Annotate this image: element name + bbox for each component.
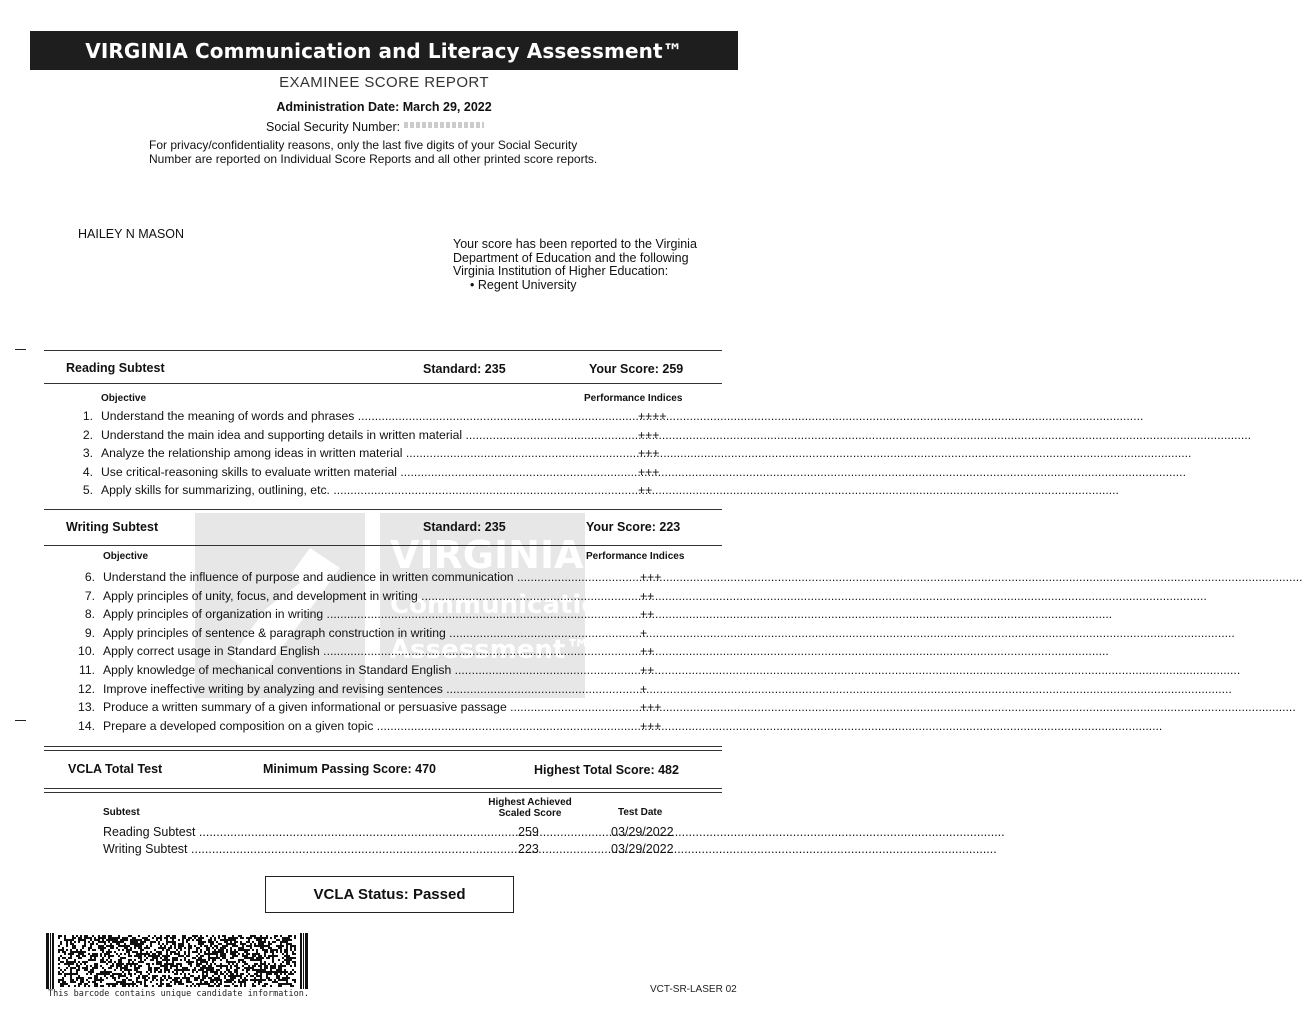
performance-index: +++ — [640, 570, 662, 584]
summary-scaled-score: 223 — [518, 842, 539, 856]
objective-text — [103, 569, 636, 585]
summary-subtest-name — [103, 824, 512, 840]
objective-text — [103, 662, 636, 678]
performance-index: ++++ — [638, 409, 667, 423]
objective-row — [0, 681, 768, 697]
writing-header-rule — [44, 545, 722, 546]
objective-text — [103, 681, 636, 697]
candidate-barcode — [46, 933, 308, 989]
watermark-line3: Assessment™ — [390, 635, 592, 665]
summary-test-date: 03/29/2022 — [611, 842, 674, 856]
margin-tick-mark — [15, 349, 26, 350]
writing-your-score: Your Score: 223 — [586, 520, 681, 534]
total-bottom-double-rule — [44, 788, 722, 793]
admin-date-label: Administration Date: — [276, 100, 400, 114]
objective-text — [101, 427, 634, 443]
total-test-title: VCLA Total Test — [68, 762, 163, 776]
objective-text — [101, 464, 634, 480]
writing-subtest-title: Writing Subtest — [66, 520, 159, 534]
objective-row — [0, 408, 768, 424]
report-title-banner — [30, 31, 738, 70]
writing-top-rule — [44, 509, 722, 510]
privacy-line-2: Number are reported on Individual Score Reports and all other printed score reports. — [149, 152, 598, 166]
objective-row — [0, 718, 768, 734]
objective-number: 1. — [82, 409, 93, 423]
reported-to-line-3: Virginia Institution of Higher Education: — [453, 264, 669, 278]
performance-index: + — [640, 681, 648, 696]
watermark-line1: VIRGINIA — [390, 533, 584, 577]
objective-text — [103, 588, 636, 604]
objective-number: 12. — [78, 681, 95, 696]
objective-number: 9. — [84, 625, 95, 640]
privacy-line-1: For privacy/confidentiality reasons, only the last five digits of your Social Security — [149, 138, 578, 152]
writing-objective-header: Objective — [103, 551, 149, 562]
objective-number: 3. — [82, 446, 93, 461]
summary-subtest-label: Writing Subtest — [103, 842, 188, 856]
performance-index: + — [640, 625, 648, 640]
reported-to-line-1: Your score has been reported to the Virginia — [453, 237, 697, 251]
institution-name: Regent University — [477, 277, 577, 292]
objective-text — [101, 408, 634, 424]
objective-number: 8. — [84, 607, 95, 622]
objective-row — [0, 464, 768, 480]
institution-item — [453, 279, 743, 293]
objective-number: 10. — [78, 644, 95, 659]
vcla-status-box — [265, 876, 514, 913]
objective-label: Apply principles of unity, focus, and development in writing — [103, 588, 418, 603]
summary-test-date: 03/29/2022 — [611, 825, 674, 839]
reading-subtest-title: Reading Subtest — [66, 361, 165, 375]
ssn-redacted — [404, 122, 484, 128]
performance-index: +++ — [638, 464, 660, 479]
barcode-note: This barcode contains unique candidate information. — [48, 989, 309, 999]
objective-label: Produce a written summary of a given informational or persuasive passage — [103, 700, 507, 715]
objective-number: 2. — [82, 427, 93, 442]
reading-top-rule — [44, 350, 722, 351]
objective-label: Apply knowledge of mechanical conventions in Standard English — [103, 663, 452, 677]
summary-row — [0, 841, 768, 857]
summary-score-header-line-1: Highest Achieved — [488, 797, 572, 808]
objective-label: Prepare a developed composition on a given topic — [103, 718, 374, 733]
performance-index: +++ — [640, 700, 662, 715]
report-title: VIRGINIA Communication and Literacy Assessment™ — [85, 38, 683, 63]
vcla-status: VCLA Status: Passed — [313, 886, 466, 903]
reading-standard: Standard: 235 — [423, 362, 506, 376]
objective-label: Apply skills for summarizing, outlining, etc. — [101, 483, 330, 498]
summary-score-header — [470, 798, 590, 819]
objective-text — [101, 482, 634, 498]
form-code: VCT-SR-LASER 02 — [650, 984, 737, 995]
objective-row — [0, 625, 768, 641]
reading-your-score: Your Score: 259 — [589, 362, 684, 376]
writing-performance-header: Performance Indices — [586, 551, 685, 562]
summary-scaled-score: 259 — [518, 825, 539, 839]
objective-label: Use critical-reasoning skills to evaluate written material — [101, 464, 397, 479]
objective-label: Apply correct usage in Standard English — [103, 644, 320, 659]
summary-score-header-line-2: Scaled Score — [498, 807, 562, 819]
objective-row — [0, 482, 768, 498]
objective-label: Apply principles of organization in writing — [103, 607, 324, 622]
objective-text — [103, 699, 636, 715]
minimum-passing-score: Minimum Passing Score: 470 — [263, 762, 436, 776]
total-top-double-rule — [44, 746, 722, 751]
ssn-label: Social Security Number: — [266, 120, 401, 134]
performance-index: +++ — [638, 446, 660, 461]
objective-number: 11. — [78, 663, 95, 677]
objective-row — [0, 643, 768, 659]
ssn-line — [266, 120, 484, 134]
performance-index: +++ — [638, 427, 660, 442]
writing-standard: Standard: 235 — [423, 520, 506, 534]
summary-date-header: Test Date — [618, 807, 663, 818]
objective-number: 7. — [84, 588, 95, 603]
objective-number: 5. — [82, 483, 93, 498]
reported-to-line-2: Department of Education and the following — [453, 250, 689, 265]
objective-text — [103, 643, 636, 659]
objective-label: Understand the main idea and supporting details in written material — [101, 427, 463, 442]
performance-index: ++ — [638, 483, 653, 498]
objective-text — [103, 606, 636, 622]
summary-subtest-label: Reading Subtest — [103, 825, 196, 839]
summary-subtest-header: Subtest — [103, 807, 140, 818]
reading-performance-header: Performance Indices — [584, 393, 683, 404]
objective-text — [101, 445, 634, 461]
objective-label: Apply principles of sentence & paragraph construction in writing — [103, 625, 446, 640]
performance-index: ++ — [640, 588, 655, 603]
examinee-name: HAILEY N MASON — [78, 227, 185, 241]
objective-text — [103, 718, 636, 734]
objective-row — [0, 662, 768, 678]
summary-subtest-name — [103, 841, 512, 857]
objective-number: 13. — [78, 700, 95, 715]
objective-number: 6. — [84, 570, 95, 584]
reading-header-rule — [44, 383, 722, 384]
performance-index: ++ — [640, 607, 655, 622]
summary-row — [0, 824, 768, 840]
objective-row — [0, 699, 768, 715]
privacy-notice — [149, 138, 669, 166]
highest-total-score: Highest Total Score: 482 — [534, 763, 679, 777]
objective-row — [0, 606, 768, 622]
reading-objective-header: Objective — [101, 393, 147, 404]
watermark-line2: Communication — [390, 590, 618, 620]
objective-row — [0, 588, 768, 604]
objective-row — [0, 427, 768, 443]
report-subtitle: EXAMINEE SCORE REPORT — [279, 74, 489, 91]
objective-number: 14. — [78, 718, 95, 733]
objective-label: Analyze the relationship among ideas in written material — [101, 446, 403, 461]
performance-index: ++ — [640, 644, 655, 659]
performance-index: ++ — [640, 663, 655, 677]
objective-text — [103, 625, 636, 641]
objective-row — [0, 445, 768, 461]
score-reported-to — [453, 238, 743, 292]
bullet-icon: • — [470, 277, 475, 292]
admin-date-value: March 29, 2022 — [402, 100, 492, 114]
objective-label: Understand the meaning of words and phrases — [101, 409, 355, 423]
objective-label: Improve ineffective writing by analyzing and revising sentences — [103, 681, 443, 696]
objective-number: 4. — [82, 464, 93, 479]
performance-index: +++ — [640, 718, 662, 733]
objective-label: Understand the influence of purpose and audience in written communication — [103, 570, 514, 584]
objective-row — [0, 569, 768, 585]
administration-date — [0, 100, 768, 114]
